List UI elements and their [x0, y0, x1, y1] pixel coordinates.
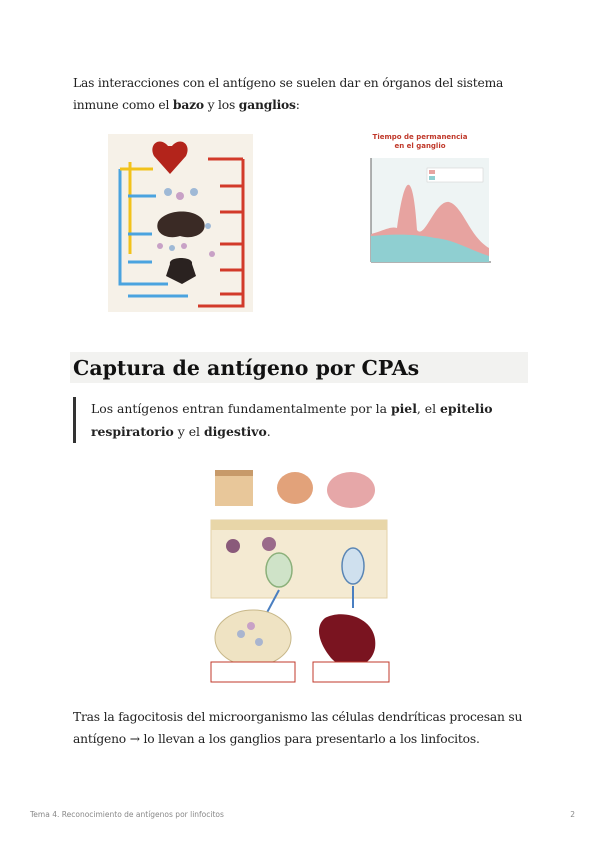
bazo-term: bazo — [172, 97, 204, 112]
circulation-diagram-image — [108, 134, 253, 312]
ganglios-term: ganglios — [238, 97, 296, 112]
permanence-chart-figure — [345, 130, 495, 280]
page-footer — [30, 810, 575, 819]
footer-title: Tema 4. Reconocimiento de antígenos por linfocitos — [30, 810, 224, 819]
quote-text-3: y el — [173, 424, 204, 439]
quote-text-4: . — [266, 424, 271, 439]
intro-suffix: : — [295, 98, 300, 112]
section-heading — [70, 352, 528, 383]
epitelio-term: epitelio respiratorio — [91, 401, 493, 439]
piel-term: piel — [390, 401, 417, 416]
circulation-diagram-figure — [108, 134, 253, 312]
quote-text-1: Los antígenos entran fundamentalmente por la — [91, 401, 391, 416]
antigen-capture-figure — [203, 458, 395, 686]
intro-text: Las interacciones con el antígeno se suelen dar en órganos del sistema inmune como el — [73, 76, 504, 112]
chart-title: Tiempo de permanencia en el ganglio — [372, 133, 468, 150]
antigen-capture-image — [203, 458, 395, 686]
permanence-chart-image — [345, 130, 495, 280]
digestivo-term: digestivo — [203, 424, 267, 439]
phagocytosis-paragraph: Tras la fagocitosis del microorganismo las células dendríticas procesan su antígeno → lo llevan a los ganglios para presentarlo a los linfocitos. — [73, 710, 523, 746]
intro-paragraph — [73, 72, 533, 116]
intro-text-mid: y los — [203, 98, 239, 112]
page-number: 2 — [570, 810, 575, 819]
entry-routes-quote — [73, 397, 531, 443]
quote-text-2: , el — [416, 401, 441, 416]
section-title: Captura de antígeno por CPAs — [73, 356, 420, 380]
